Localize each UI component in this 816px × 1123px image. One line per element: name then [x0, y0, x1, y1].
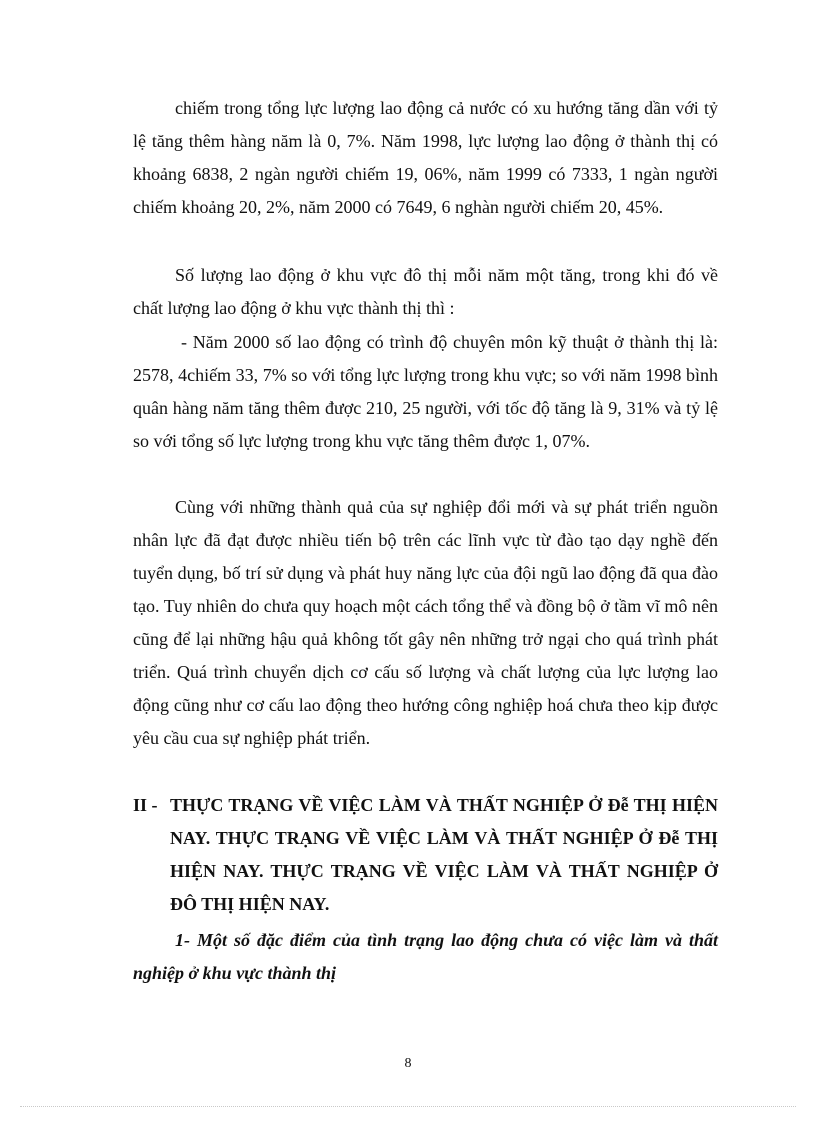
paragraph-skilled-labor-2000: - Năm 2000 số lao động có trình độ chuyên môn kỹ thuật ở thành thị là: 2578, 4chiếm 33, 7% so với tổng lực lượng trong khu vực; so với năm 1998 bình quân hàng năm tăng thêm được 210, 25 người, với tốc độ tăng là 9, 31% và tỷ lệ so với tổng số lực lượng trong khu vực tăng thêm được 1, 07%.	[133, 332, 718, 451]
paragraph-labor-share: chiếm trong tổng lực lượng lao động cả nước có xu hướng tăng dần với tỷ lệ tăng thêm hàng năm là 0, 7%. Năm 1998, lực lượng lao động ở thành thị có khoảng 6838, 2 ngàn người chiếm 19, 06%, năm 1999 có 7333, 1 ngàn người chiếm khoảng 20, 2%, năm 2000 có 7649, 6 nghàn người chiếm 20, 45%.	[133, 98, 718, 217]
page-number: 8	[404, 1056, 412, 1071]
subsection-heading: 1- Một số đặc điểm của tình trạng lao động chưa có việc làm và thất nghiệp ở khu vực thành thị	[133, 930, 718, 983]
paragraph-achievements: Cùng với những thành quả của sự nghiệp đổi mới và sự phát triển nguồn nhân lực đã đạt được nhiều tiến bộ trên các lĩnh vực từ đào tạo dạy nghề đến tuyển dụng, bố trí sử dụng và phát huy năng lực của đội ngũ lao động đã qua đào tạo. Tuy nhiên do chưa quy hoạch một cách tổng thể và đồng bộ ở tầm vĩ mô nên cũng để lại những hậu quả không tốt gây nên những trở ngại cho quá trình phát triển. Quá trình chuyển dịch cơ cấu số lượng và chất lượng của lực lượng lao động cũng như cơ cấu lao động theo hướng công nghiệp hoá chưa theo kịp được yêu cầu cua sự nghiệp phát triển.	[133, 497, 718, 748]
section-number: II -	[133, 795, 158, 815]
paragraph-labor-quality-intro: Số lượng lao động ở khu vực đô thị mỗi năm một tăng, trong khi đó về chất lượng lao động ở khu vực thành thị thì :	[133, 265, 718, 318]
page-bottom-divider	[20, 1106, 796, 1107]
section-heading	[133, 789, 718, 921]
section-title: THỰC TRẠNG VỀ VIỆC LÀM VÀ THẤT NGHIỆP Ở Đễ THỊ HIỆN NAY. THỰC TRẠNG VỀ VIỆC LÀM VÀ THẤT NGHIỆP Ở Đễ THỊ HIỆN NAY. THỰC TRẠNG VỀ VIỆC LÀM VÀ THẤT NGHIỆP Ở ĐÔ THỊ HIỆN NAY.	[170, 795, 718, 914]
